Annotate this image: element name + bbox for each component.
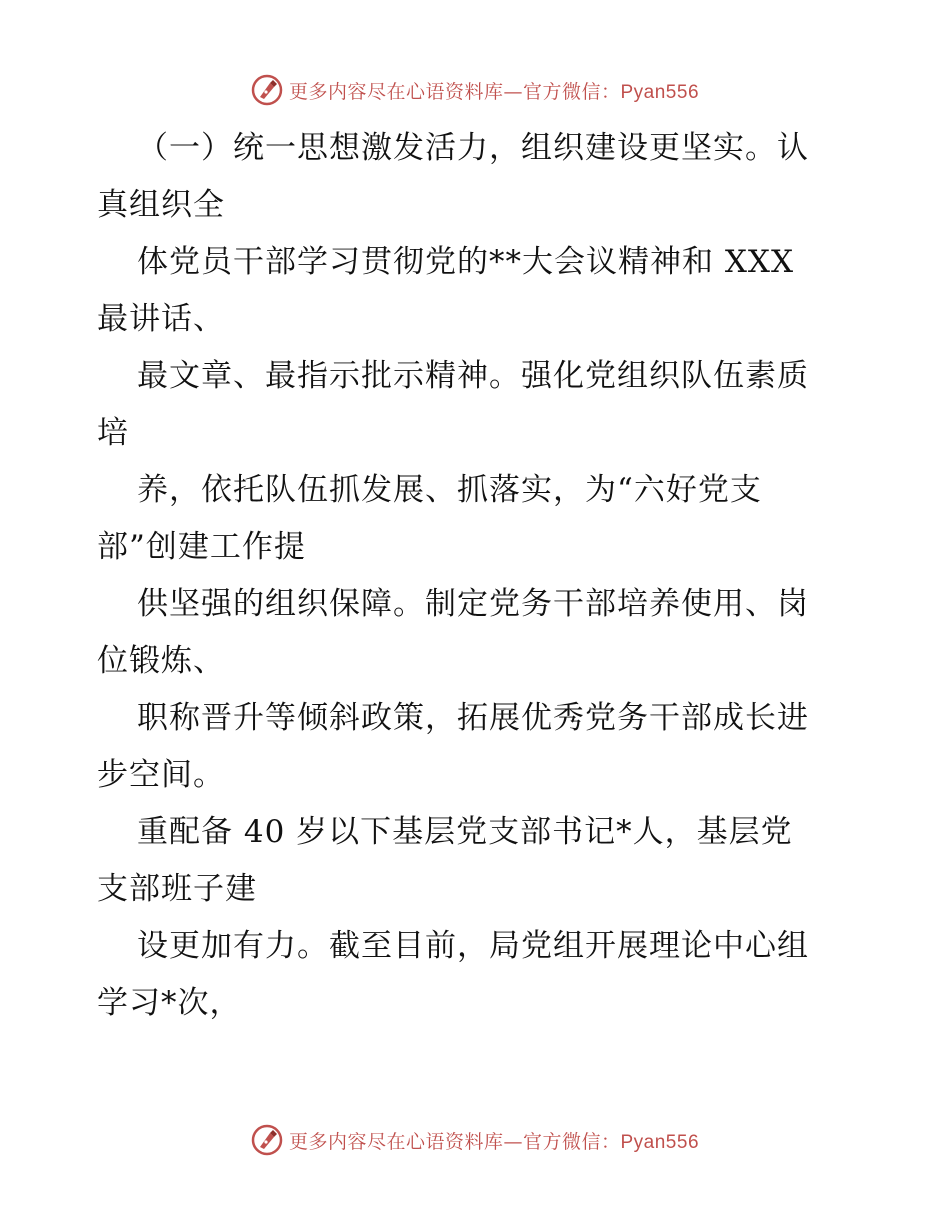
document-body xyxy=(97,120,867,1032)
footer-watermark xyxy=(0,1120,950,1160)
paragraph-line: 学习*次， xyxy=(97,985,242,1021)
paragraph-line: （一）统一思想激发活力，组织建设更坚实。认 xyxy=(137,130,809,166)
paragraph-line: 支部班子建 xyxy=(97,871,257,907)
watermark-text: 更多内容尽在心语资料库—官方微信：Pyan556 xyxy=(288,1130,700,1153)
paragraph-line: 部”创建工作提 xyxy=(97,529,306,565)
paragraph-line: 真组织全 xyxy=(97,187,225,223)
paragraph-line: 体党员干部学习贯彻党的**大会议精神和 XXX xyxy=(137,244,795,280)
pen-nib-logo-icon xyxy=(251,74,283,106)
paragraph-line: 供坚强的组织保障。制定党务干部培养使用、岗 xyxy=(137,586,809,622)
paragraph-line: 重配备 40 岁以下基层党支部书记*人，基层党 xyxy=(137,814,793,850)
paragraph-line: 位锻炼、 xyxy=(97,643,225,679)
paragraph-line: 职称晋升等倾斜政策，拓展优秀党务干部成长进 xyxy=(137,700,809,736)
paragraph-line: 设更加有力。截至目前，局党组开展理论中心组 xyxy=(137,928,809,964)
paragraph-line: 步空间。 xyxy=(97,757,225,793)
paragraph-line: 最讲话、 xyxy=(97,301,225,337)
pen-nib-logo-icon xyxy=(251,1124,283,1156)
paragraph-line: 养，依托队伍抓发展、抓落实，为“六好党支 xyxy=(137,472,762,508)
paragraph-line: 培 xyxy=(97,415,129,451)
watermark-text: 更多内容尽在心语资料库—官方微信：Pyan556 xyxy=(288,80,700,103)
header-watermark xyxy=(0,70,950,110)
paragraph-line: 最文章、最指示批示精神。强化党组织队伍素质 xyxy=(137,358,809,394)
